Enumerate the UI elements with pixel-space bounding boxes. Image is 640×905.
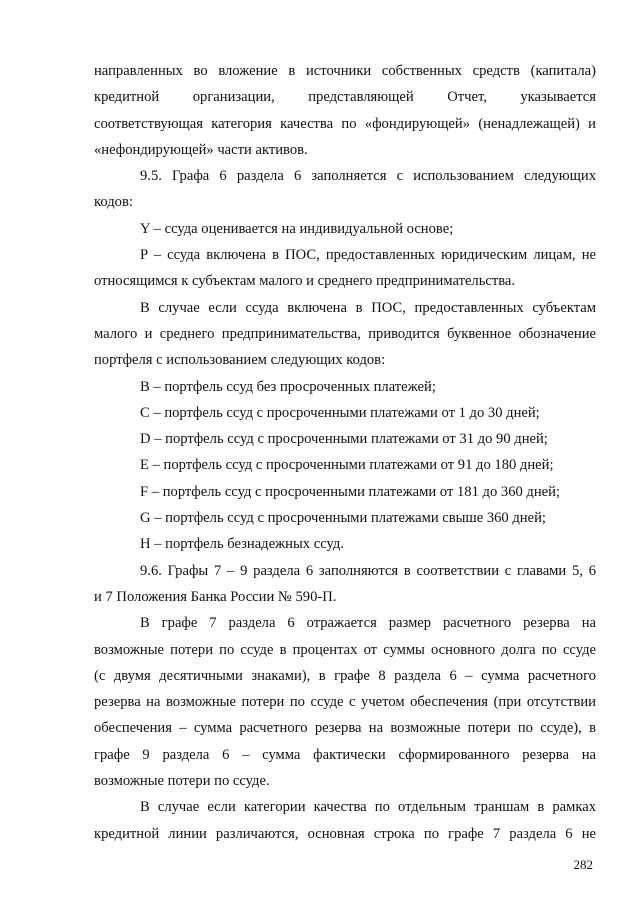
text-line: резерва на возможные потери по ссуде с учетом обеспечения (при отсутствии [94, 694, 596, 711]
code-item: H – портфель безнадежных ссуд. [140, 536, 344, 553]
text-line: малого и среднего предпринимательства, приводится буквенное обозначение [94, 325, 596, 342]
text-line: и 7 Положения Банка России № 590-П. [94, 588, 337, 605]
code-item: G – портфель ссуд с просроченными платежами свыше 360 дней; [140, 510, 546, 527]
text-line: кодов: [94, 194, 133, 211]
code-item: Y – ссуда оценивается на индивидуальной основе; [140, 220, 454, 237]
text-line: направленных во вложение в источники собственных средств (капитала) [94, 63, 596, 79]
paragraph-start-line: В случае если категории качества по отдельным траншам в рамках [140, 799, 596, 816]
text-line: относящимся к субъектам малого и среднего предпринимательства. [94, 273, 516, 290]
text-line: портфеля с использованием следующих кодов: [94, 352, 386, 369]
text-line: (с двумя десятичными знаками), в графе 8 раздела 6 – сумма расчетного [94, 667, 596, 684]
text-line: «нефондирующей» части активов. [94, 141, 308, 158]
text-line: возможные потери по ссуде в процентах от суммы основного долга по ссуде [94, 641, 596, 658]
text-line: обеспечения – сумма расчетного резерва на возможные потери по ссуде), в [94, 720, 596, 737]
page-number: 282 [573, 857, 593, 872]
code-item: B – портфель ссуд без просроченных платежей; [140, 378, 436, 395]
text-line: соответствующая категория качества по «фондирующей» (ненадлежащей) и [94, 115, 596, 132]
document-body [94, 58, 596, 847]
paragraph-start-line: В графе 7 раздела 6 отражается размер расчетного резерва на [140, 615, 596, 632]
code-item: F – портфель ссуд с просроченными платежами от 181 до 360 дней; [140, 483, 561, 500]
text-line: возможные потери по ссуде. [94, 773, 270, 790]
code-item: E – портфель ссуд с просроченными платежами от 91 до 180 дней; [140, 457, 554, 474]
paragraph-start-line: 9.5. Графа 6 раздела 6 заполняется с использованием следующих [140, 168, 596, 185]
code-item: C – портфель ссуд с просроченными платежами от 1 до 30 дней; [140, 404, 540, 421]
text-line: кредитной организации, представляющей Отчет, указывается [94, 89, 596, 106]
code-item: P – ссуда включена в ПОС, предоставленных юридическим лицам, не [140, 247, 596, 264]
paragraph-start-line: 9.6. Графы 7 – 9 раздела 6 заполняются в соответствии с главами 5, 6 [140, 562, 596, 579]
code-item: D – портфель ссуд с просроченными платежами от 31 до 90 дней; [140, 431, 548, 448]
text-line: кредитной линии различаются, основная строка по графе 7 раздела 6 не [94, 825, 596, 842]
text-line: графе 9 раздела 6 – сумма фактически сформированного резерва на [94, 746, 596, 763]
paragraph-start-line: В случае если ссуда включена в ПОС, предоставленных субъектам [140, 299, 596, 316]
